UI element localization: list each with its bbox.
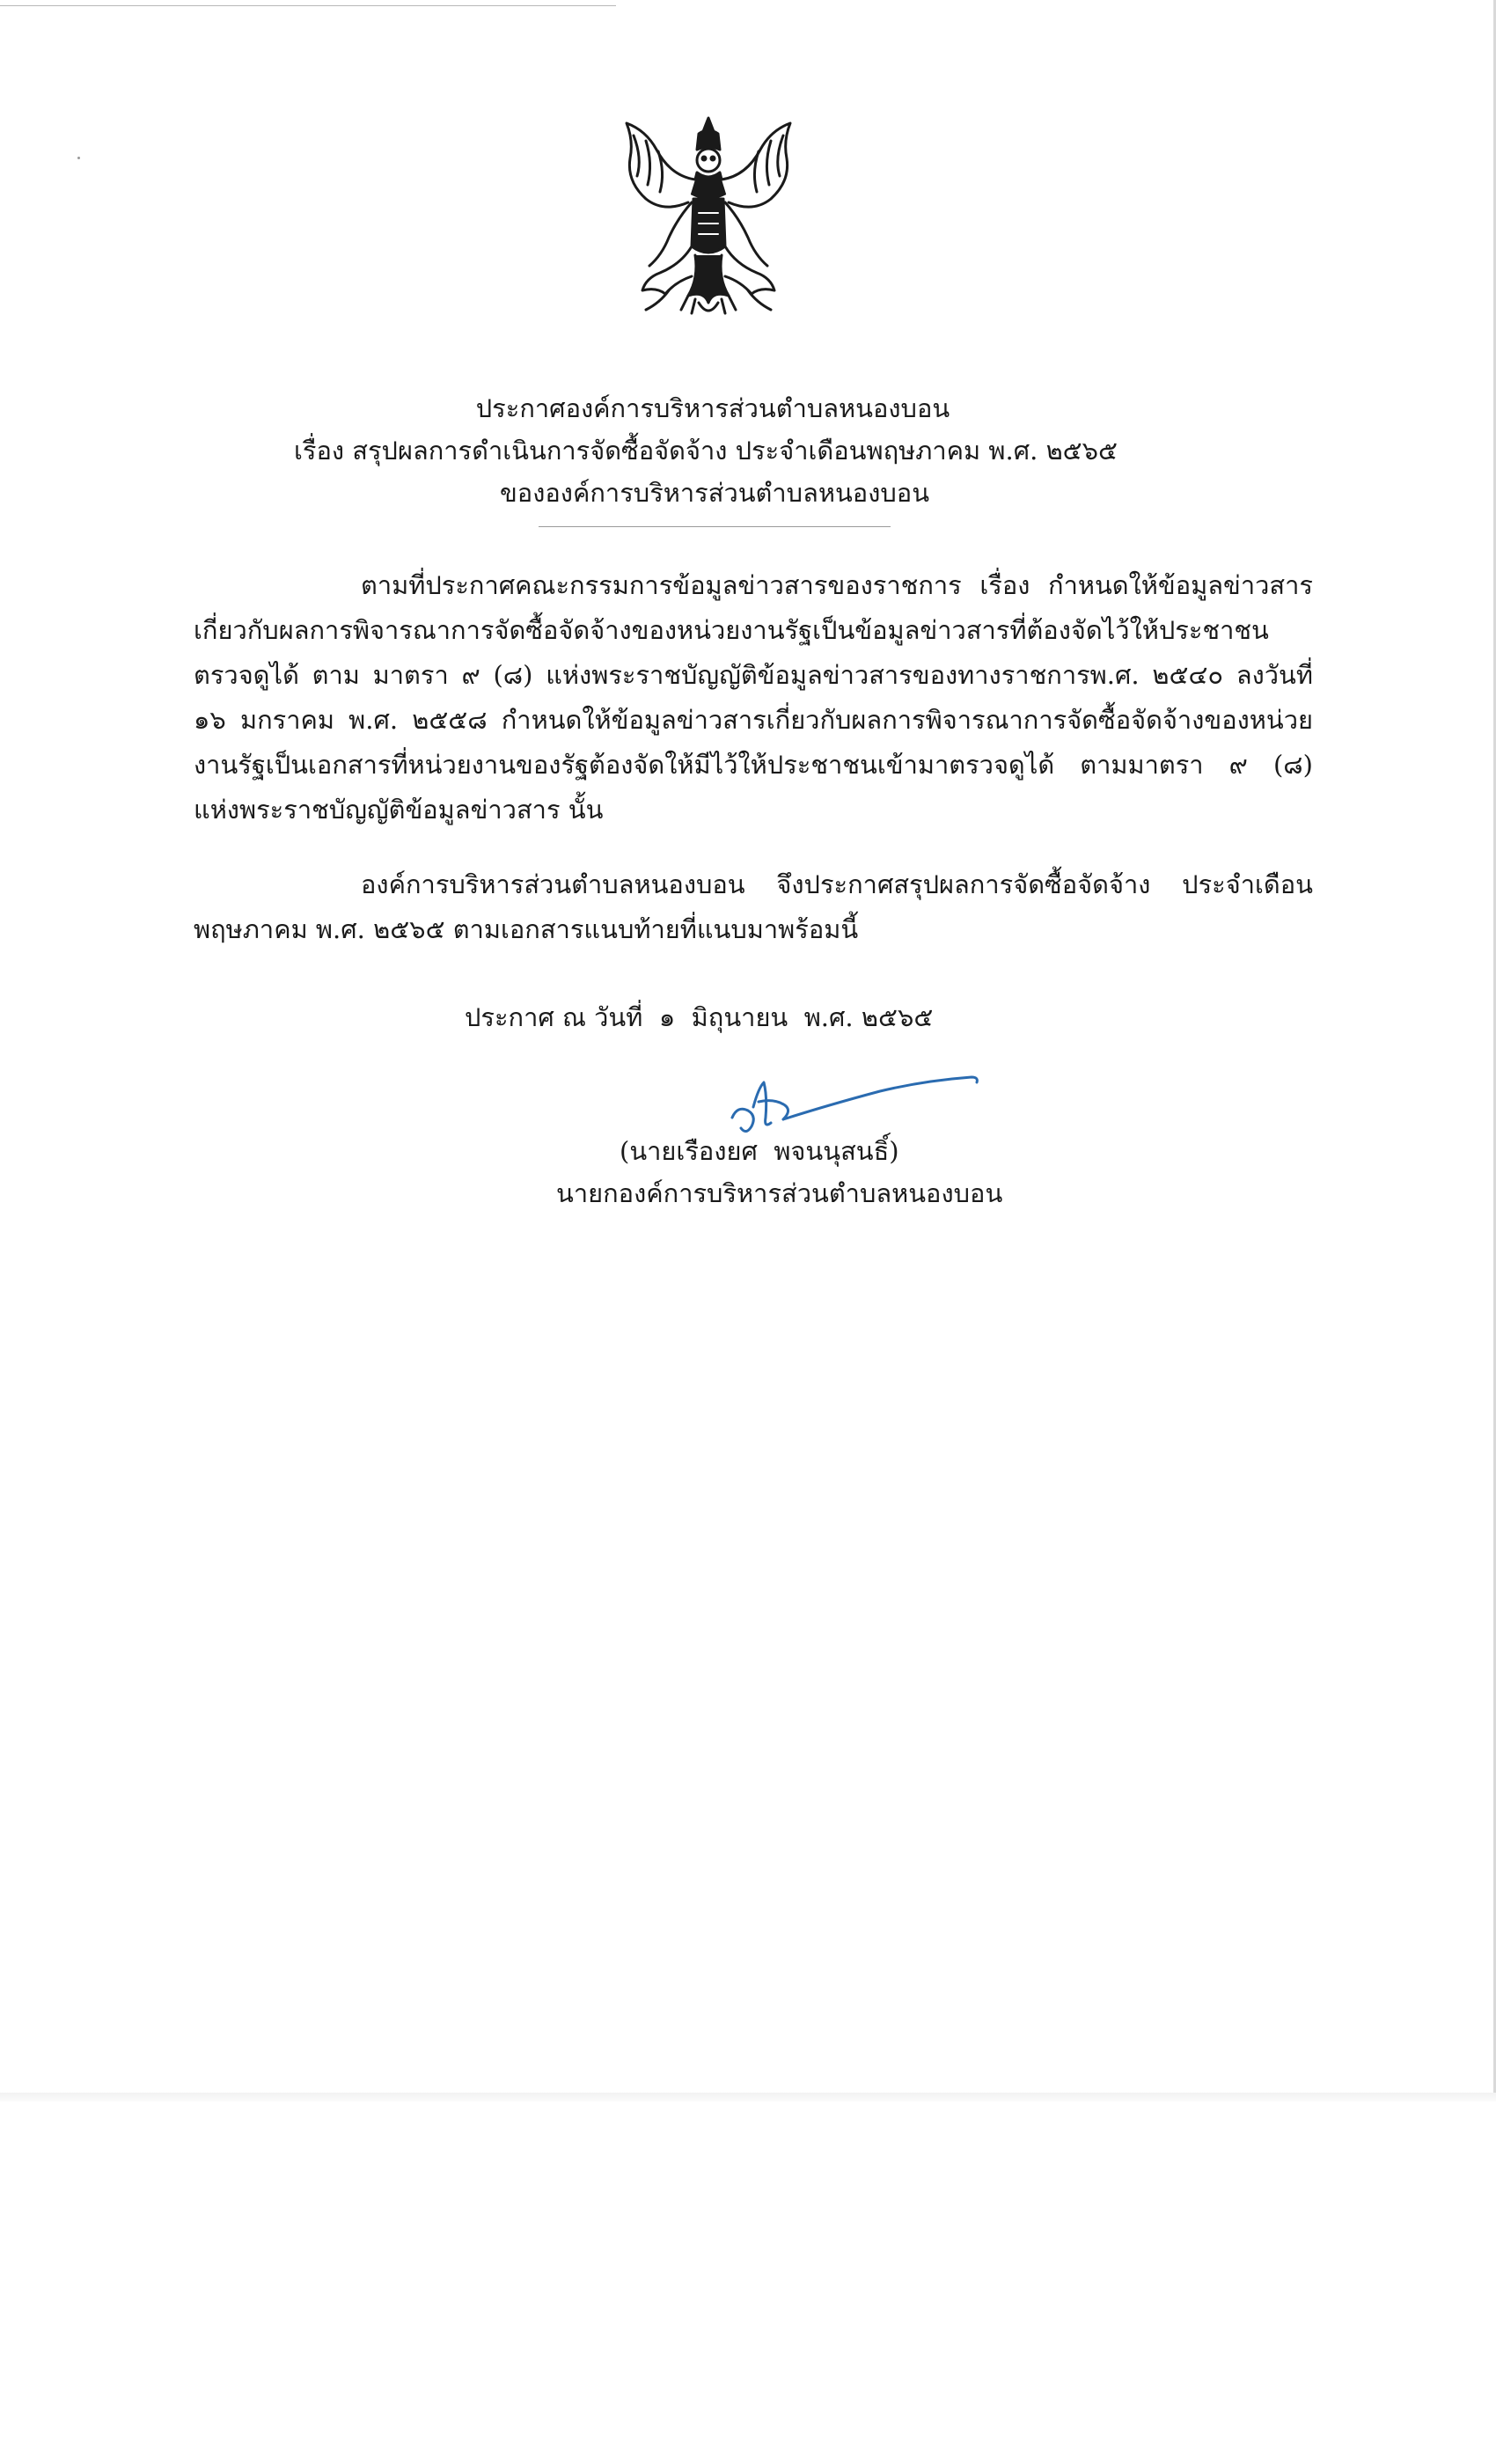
signer-title: นายกองค์การบริหารส่วนตำบลหนองบอน bbox=[556, 1178, 1003, 1208]
signer-name: (นายเรืองยศ พจนนุสนธิ์) bbox=[620, 1136, 899, 1166]
scan-speck bbox=[77, 157, 80, 159]
announcement-date: ประกาศ ณ วันที่ ๑ มิถุนายน พ.ศ. ๒๕๖๕ bbox=[465, 1002, 934, 1032]
announcement-heading-line3: ขององค์การบริหารส่วนตำบลหนองบอน bbox=[499, 478, 930, 508]
scan-edge-bottom bbox=[0, 2093, 1496, 2101]
handwritten-signature bbox=[722, 1052, 986, 1140]
announcement-subject-line: เรื่อง สรุปผลการดำเนินการจัดซื้อจัดจ้าง ประจำเดือนพฤษภาคม พ.ศ. ๒๕๖๕ bbox=[293, 436, 1118, 466]
scan-edge-top bbox=[0, 5, 616, 6]
heading-divider bbox=[539, 526, 891, 527]
body-paragraph-2: องค์การบริหารส่วนตำบลหนองบอน จึงประกาศสรุปผลการจัดซื้อจัดจ้าง ประจำเดือนพฤษภาคม พ.ศ. ๒๕๖๕ ตามเอกสารแนบท้ายที่แนบมาพร้อมนี้ bbox=[194, 869, 1313, 944]
garuda-emblem-icon bbox=[607, 114, 810, 326]
announcement-heading-line1: ประกาศองค์การบริหารส่วนตำบลหนองบอน bbox=[475, 393, 950, 423]
body-paragraph-1: ตามที่ประกาศคณะกรรมการข้อมูลข่าวสารของราชการ เรื่อง กำหนดให้ข้อมูลข่าวสารเกี่ยวกับผลการพิจารณาการจัดซื้อจัดจ้างของหน่วยงานรัฐเป็นข้อมูลข่าวสารที่ต้องจัดไว้ให้ประชาชนตรวจดูได้ ตาม มาตรา ๙ (๘) แห่งพระราชบัญญัติข้อมูลข่าวสารของทางราชการพ.ศ. ๒๕๔๐ ลงวันที่ ๑๖ มกราคม พ.ศ. ๒๕๕๘ กำหนดให้ข้อมูลข่าวสารเกี่ยวกับผลการพิจารณาการจัดซื้อจัดจ้างของหน่วยงานรัฐเป็นเอกสารที่หน่วยงานของรัฐต้องจัดให้มีไว้ให้ประชาชนเข้ามาตรวจดูได้ ตามมาตรา ๙ (๘) แห่งพระราชบัญญัติข้อมูลข่าวสาร นั้น bbox=[194, 570, 1313, 825]
